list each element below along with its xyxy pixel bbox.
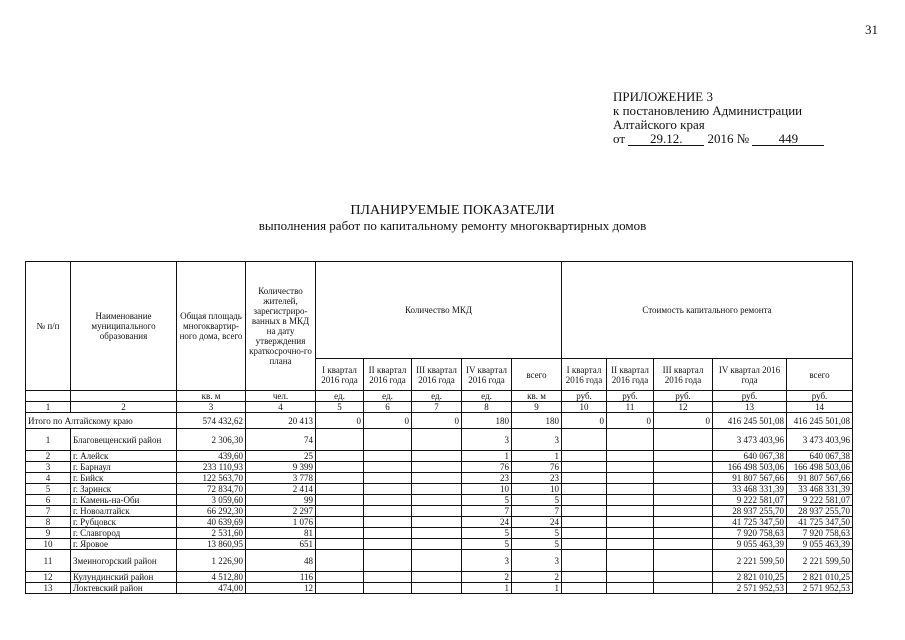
row-area: 72 834,70 <box>177 484 246 495</box>
row-cost-q3 <box>654 539 713 550</box>
total-label: Итого по Алтайскому краю <box>26 413 177 429</box>
row-q3 <box>412 539 462 550</box>
row-q3 <box>412 550 462 572</box>
row-q3 <box>412 484 462 495</box>
row-q2 <box>364 462 412 473</box>
row-cost-q3 <box>654 528 713 539</box>
row-area: 122 563,70 <box>177 473 246 484</box>
row-cost-q2 <box>607 506 654 517</box>
row-q4: 5 <box>462 495 512 506</box>
row-cost-q1 <box>562 539 607 550</box>
row-area: 474,00 <box>177 583 246 594</box>
row-cost-q4: 28 937 255,70 <box>713 506 787 517</box>
row-count-total: 1 <box>512 583 562 594</box>
page-number: 31 <box>865 22 878 37</box>
row-cost-total: 2 221 599,50 <box>787 550 853 572</box>
header-cost-q1: I квартал 2016 года <box>562 359 607 391</box>
row-area: 13 860,95 <box>177 539 246 550</box>
header-area: Общая площадь многоквартир-ного дома, всего <box>177 262 246 391</box>
row-q2 <box>364 539 412 550</box>
header-cost-q3: III квартал 2016 года <box>654 359 713 391</box>
row-area: 439,60 <box>177 451 246 462</box>
column-number: 12 <box>654 402 713 413</box>
row-residents: 2 297 <box>246 506 316 517</box>
row-cost-q3 <box>654 451 713 462</box>
row-cost-q3 <box>654 517 713 528</box>
total-residents: 20 413 <box>246 413 316 429</box>
row-cost-q2 <box>607 539 654 550</box>
row-q3 <box>412 473 462 484</box>
row-cost-q3 <box>654 484 713 495</box>
row-cost-q3 <box>654 495 713 506</box>
row-residents: 81 <box>246 528 316 539</box>
header-cost-group: Стоимость капитального ремонта <box>562 262 853 359</box>
row-q3 <box>412 572 462 583</box>
from-label: от <box>613 131 626 146</box>
row-cost-q4: 166 498 503,06 <box>713 462 787 473</box>
row-q1 <box>316 572 364 583</box>
row-count-total: 76 <box>512 462 562 473</box>
table-row <box>26 550 853 572</box>
row-area: 66 292,30 <box>177 506 246 517</box>
column-number: 6 <box>364 402 412 413</box>
header-count-q4: IV квартал 2016 года <box>462 359 512 391</box>
row-cost-total: 91 807 567,66 <box>787 473 853 484</box>
row-q1 <box>316 462 364 473</box>
total-q3: 0 <box>412 413 462 429</box>
header-count-total: всего <box>512 359 562 391</box>
row-number: 2 <box>26 451 71 462</box>
row-count-total: 7 <box>512 506 562 517</box>
row-cost-q1 <box>562 473 607 484</box>
row-residents: 25 <box>246 451 316 462</box>
row-residents: 3 778 <box>246 473 316 484</box>
row-area: 3 059,60 <box>177 495 246 506</box>
row-name: г. Рубцовск <box>71 517 177 528</box>
row-name: г. Яровое <box>71 539 177 550</box>
row-cost-q3 <box>654 572 713 583</box>
row-q2 <box>364 572 412 583</box>
row-residents: 2 414 <box>246 484 316 495</box>
row-cost-q1 <box>562 451 607 462</box>
table-row <box>26 429 853 451</box>
row-cost-q1 <box>562 462 607 473</box>
column-number: 1 <box>26 402 71 413</box>
unit-cell: руб. <box>654 391 713 402</box>
unit-cell: ед. <box>462 391 512 402</box>
row-q3 <box>412 517 462 528</box>
total-cost-q3: 0 <box>654 413 713 429</box>
document-title: ПЛАНИРУЕМЫЕ ПОКАЗАТЕЛИ <box>350 203 555 218</box>
row-cost-q4: 33 468 331,39 <box>713 484 787 495</box>
row-cost-q2 <box>607 528 654 539</box>
row-cost-q1 <box>562 484 607 495</box>
column-number: 4 <box>246 402 316 413</box>
row-cost-q3 <box>654 583 713 594</box>
row-q4: 23 <box>462 473 512 484</box>
row-q4: 76 <box>462 462 512 473</box>
row-cost-q1 <box>562 506 607 517</box>
table-row <box>26 517 853 528</box>
row-q2 <box>364 517 412 528</box>
row-cost-q2 <box>607 517 654 528</box>
row-cost-q2 <box>607 583 654 594</box>
row-area: 2 531,60 <box>177 528 246 539</box>
row-cost-total: 166 498 503,06 <box>787 462 853 473</box>
row-cost-q4: 9 222 581,07 <box>713 495 787 506</box>
unit-cell: руб. <box>562 391 607 402</box>
appendix-line-3: Алтайского края <box>613 117 705 132</box>
appendix-line-2: к постановлению Администрации <box>613 103 803 118</box>
row-q1 <box>316 539 364 550</box>
row-q3 <box>412 528 462 539</box>
row-area: 233 110,93 <box>177 462 246 473</box>
row-cost-total: 41 725 347,50 <box>787 517 853 528</box>
row-cost-q3 <box>654 473 713 484</box>
total-q4: 180 <box>462 413 512 429</box>
table-row <box>26 451 853 462</box>
table-row <box>26 583 853 594</box>
total-cost-all: 416 245 501,08 <box>787 413 853 429</box>
table-row <box>26 484 853 495</box>
document-subtitle: выполнения работ по капитальному ремонту многоквартирных домов <box>258 218 647 233</box>
row-cost-q4: 91 807 567,66 <box>713 473 787 484</box>
row-q4: 24 <box>462 517 512 528</box>
row-q4: 10 <box>462 484 512 495</box>
row-cost-q1 <box>562 517 607 528</box>
row-cost-q1 <box>562 429 607 451</box>
row-cost-total: 7 920 758,63 <box>787 528 853 539</box>
header-count-q2: II квартал 2016 года <box>364 359 412 391</box>
unit-cell <box>26 391 71 402</box>
row-residents: 1 076 <box>246 517 316 528</box>
row-q1 <box>316 473 364 484</box>
row-q2 <box>364 506 412 517</box>
header-name: Наименование муниципального образования <box>71 262 177 391</box>
row-q1 <box>316 495 364 506</box>
row-cost-q1 <box>562 528 607 539</box>
unit-cell: руб. <box>713 391 787 402</box>
unit-cell: кв. м <box>512 391 562 402</box>
table-body <box>26 429 853 594</box>
unit-cell: ед. <box>316 391 364 402</box>
row-cost-q1 <box>562 495 607 506</box>
row-q4: 1 <box>462 583 512 594</box>
row-cost-q4: 640 067,38 <box>713 451 787 462</box>
row-area: 1 226,90 <box>177 550 246 572</box>
header-num: № п/п <box>26 262 71 391</box>
row-name: Змеиногорский район <box>71 550 177 572</box>
row-count-total: 3 <box>512 429 562 451</box>
row-q2 <box>364 429 412 451</box>
row-cost-q3 <box>654 462 713 473</box>
total-row <box>26 413 853 429</box>
appendix-title: ПРИЛОЖЕНИЕ 3 <box>613 89 713 104</box>
appendix-date-line <box>613 132 824 146</box>
row-number: 9 <box>26 528 71 539</box>
column-number: 3 <box>177 402 246 413</box>
column-number: 9 <box>512 402 562 413</box>
row-cost-q2 <box>607 484 654 495</box>
row-residents: 9 399 <box>246 462 316 473</box>
column-number: 10 <box>562 402 607 413</box>
row-cost-q1 <box>562 550 607 572</box>
row-name: Локтевский район <box>71 583 177 594</box>
row-cost-q2 <box>607 550 654 572</box>
row-cost-total: 33 468 331,39 <box>787 484 853 495</box>
unit-cell: руб. <box>787 391 853 402</box>
total-cost-q1: 0 <box>562 413 607 429</box>
row-q2 <box>364 451 412 462</box>
column-number: 11 <box>607 402 654 413</box>
row-cost-q2 <box>607 462 654 473</box>
header-cost-total: всего <box>787 359 853 391</box>
row-q2 <box>364 583 412 594</box>
row-q4: 1 <box>462 451 512 462</box>
appendix-block <box>613 90 824 146</box>
unit-cell: чел. <box>246 391 316 402</box>
table-row <box>26 572 853 583</box>
row-residents: 12 <box>246 583 316 594</box>
row-residents: 651 <box>246 539 316 550</box>
row-cost-total: 9 222 581,07 <box>787 495 853 506</box>
row-cost-q2 <box>607 572 654 583</box>
row-q4: 3 <box>462 429 512 451</box>
unit-cell: ед. <box>364 391 412 402</box>
row-cost-q1 <box>562 572 607 583</box>
row-count-total: 2 <box>512 572 562 583</box>
column-number: 13 <box>713 402 787 413</box>
row-residents: 116 <box>246 572 316 583</box>
row-number: 6 <box>26 495 71 506</box>
row-area: 40 639,69 <box>177 517 246 528</box>
unit-cell: кв. м <box>177 391 246 402</box>
row-q1 <box>316 429 364 451</box>
row-number: 7 <box>26 506 71 517</box>
row-count-total: 5 <box>512 539 562 550</box>
row-cost-total: 2 571 952,53 <box>787 583 853 594</box>
row-name: г. Новоалтайск <box>71 506 177 517</box>
row-q4: 5 <box>462 539 512 550</box>
row-name: г. Камень-на-Оби <box>71 495 177 506</box>
decree-date: 29.12. <box>628 132 704 146</box>
row-cost-q4: 3 473 403,96 <box>713 429 787 451</box>
row-residents: 48 <box>246 550 316 572</box>
decree-year-no: 2016 № <box>707 131 750 146</box>
row-count-total: 5 <box>512 528 562 539</box>
row-count-total: 1 <box>512 451 562 462</box>
row-q1 <box>316 550 364 572</box>
row-q2 <box>364 550 412 572</box>
row-q3 <box>412 429 462 451</box>
row-name: г. Славгород <box>71 528 177 539</box>
row-cost-q4: 2 821 010,25 <box>713 572 787 583</box>
row-cost-q2 <box>607 429 654 451</box>
row-q1 <box>316 583 364 594</box>
row-count-total: 24 <box>512 517 562 528</box>
row-count-total: 3 <box>512 550 562 572</box>
row-cost-q4: 9 055 463,39 <box>713 539 787 550</box>
row-number: 1 <box>26 429 71 451</box>
unit-cell: руб. <box>607 391 654 402</box>
row-q2 <box>364 528 412 539</box>
row-q1 <box>316 451 364 462</box>
row-q1 <box>316 484 364 495</box>
row-number: 8 <box>26 517 71 528</box>
row-name: г. Бийск <box>71 473 177 484</box>
row-count-total: 5 <box>512 495 562 506</box>
row-area: 4 512,80 <box>177 572 246 583</box>
table-row <box>26 539 853 550</box>
row-cost-total: 2 821 010,25 <box>787 572 853 583</box>
header-count-group: Количество МКД <box>316 262 562 359</box>
table-row <box>26 528 853 539</box>
row-cost-q4: 7 920 758,63 <box>713 528 787 539</box>
row-residents: 74 <box>246 429 316 451</box>
row-cost-total: 640 067,38 <box>787 451 853 462</box>
total-count: 180 <box>512 413 562 429</box>
unit-cell <box>71 391 177 402</box>
row-residents: 99 <box>246 495 316 506</box>
header-cost-q4: IV квартал 2016 года <box>713 359 787 391</box>
row-cost-q4: 2 571 952,53 <box>713 583 787 594</box>
row-q1 <box>316 528 364 539</box>
row-q3 <box>412 583 462 594</box>
row-q4: 5 <box>462 528 512 539</box>
row-name: г. Алейск <box>71 451 177 462</box>
row-name: Благовещенский район <box>71 429 177 451</box>
row-q4: 2 <box>462 572 512 583</box>
row-number: 13 <box>26 583 71 594</box>
table-row <box>26 495 853 506</box>
unit-cell: ед. <box>412 391 462 402</box>
total-cost-q2: 0 <box>607 413 654 429</box>
row-count-total: 10 <box>512 484 562 495</box>
row-cost-q2 <box>607 473 654 484</box>
column-numbers-row <box>26 402 853 413</box>
column-number: 5 <box>316 402 364 413</box>
row-q3 <box>412 451 462 462</box>
row-cost-q3 <box>654 506 713 517</box>
header-count-q3: III квартал 2016 года <box>412 359 462 391</box>
table-row <box>26 462 853 473</box>
row-number: 10 <box>26 539 71 550</box>
row-q4: 7 <box>462 506 512 517</box>
row-area: 2 306,30 <box>177 429 246 451</box>
row-cost-q3 <box>654 429 713 451</box>
table-row <box>26 473 853 484</box>
row-cost-q4: 2 221 599,50 <box>713 550 787 572</box>
total-q2: 0 <box>364 413 412 429</box>
row-name: г. Барнаул <box>71 462 177 473</box>
row-name: г. Заринск <box>71 484 177 495</box>
row-q3 <box>412 462 462 473</box>
total-area: 574 432,62 <box>177 413 246 429</box>
row-number: 11 <box>26 550 71 572</box>
row-cost-total: 3 473 403,96 <box>787 429 853 451</box>
row-q3 <box>412 506 462 517</box>
row-count-total: 23 <box>512 473 562 484</box>
row-cost-q3 <box>654 550 713 572</box>
column-number: 2 <box>71 402 177 413</box>
indicators-table <box>25 261 853 594</box>
row-q4: 3 <box>462 550 512 572</box>
column-number: 14 <box>787 402 853 413</box>
row-q1 <box>316 506 364 517</box>
row-q1 <box>316 517 364 528</box>
row-number: 3 <box>26 462 71 473</box>
row-number: 5 <box>26 484 71 495</box>
row-number: 4 <box>26 473 71 484</box>
row-cost-q2 <box>607 495 654 506</box>
row-q2 <box>364 495 412 506</box>
table-row <box>26 506 853 517</box>
header-residents: Количество жителей, зарегистриро-ванных в МКД на дату утверждения краткосрочно-го плана <box>246 262 316 391</box>
column-number: 8 <box>462 402 512 413</box>
column-number: 7 <box>412 402 462 413</box>
row-cost-total: 28 937 255,70 <box>787 506 853 517</box>
decree-number: 449 <box>752 132 824 146</box>
row-cost-q1 <box>562 583 607 594</box>
row-number: 12 <box>26 572 71 583</box>
row-cost-q4: 41 725 347,50 <box>713 517 787 528</box>
row-q2 <box>364 484 412 495</box>
row-q2 <box>364 473 412 484</box>
row-cost-q2 <box>607 451 654 462</box>
row-cost-total: 9 055 463,39 <box>787 539 853 550</box>
row-q3 <box>412 495 462 506</box>
row-name: Кулундинский район <box>71 572 177 583</box>
header-count-q1: I квартал 2016 года <box>316 359 364 391</box>
header-cost-q2: II квартал 2016 года <box>607 359 654 391</box>
total-q1: 0 <box>316 413 364 429</box>
total-cost-q4: 416 245 501,08 <box>713 413 787 429</box>
